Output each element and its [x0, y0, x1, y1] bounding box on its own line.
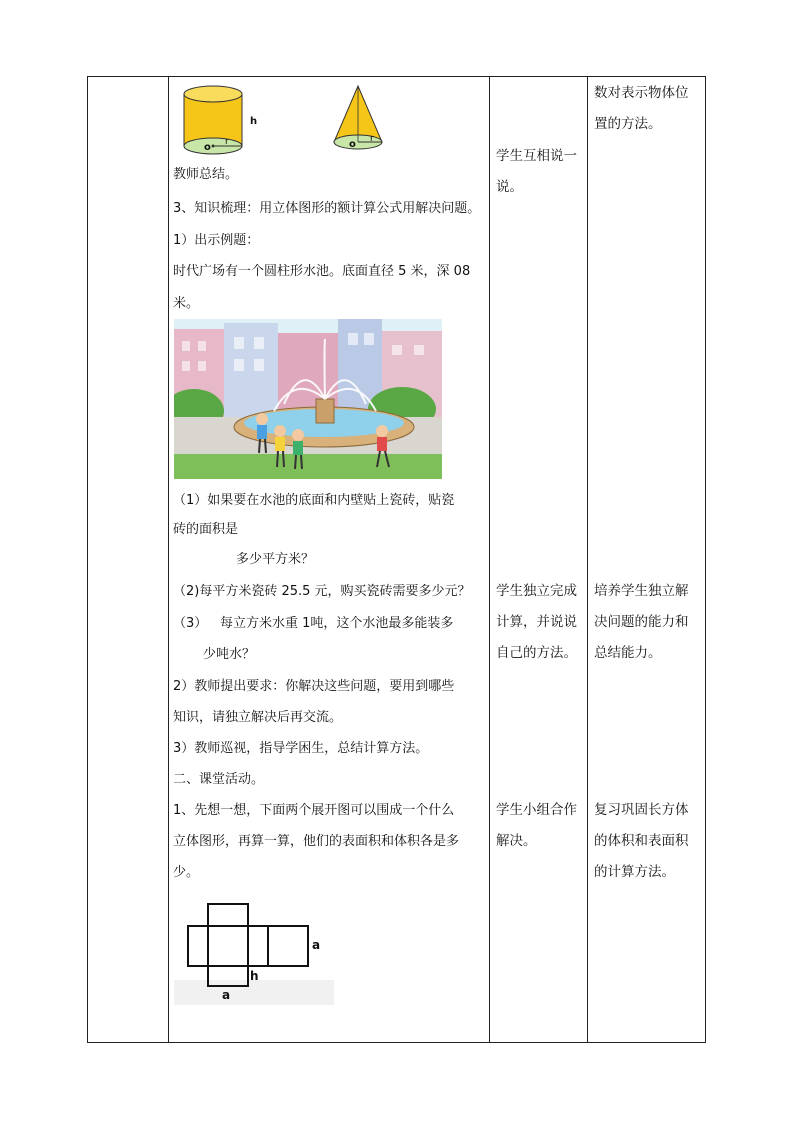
intent-text: 的计算方法。 — [594, 864, 675, 880]
cone-r-label: r — [370, 134, 374, 144]
cylinder-h-label: h — [250, 116, 258, 127]
text-line: 砖的面积是 — [173, 522, 239, 537]
student-text: 计算，并说说 — [496, 614, 577, 630]
cube-net-figure — [174, 900, 334, 1005]
cone-o-label: o — [349, 139, 356, 150]
text-line: 立体图形，再算一算，他们的表面积和体积各是多 — [173, 834, 460, 849]
text-line: 知识，请独立解决后再交流。 — [173, 710, 343, 725]
cylinder-r-label: r — [225, 137, 229, 147]
text-line: 时代广场有一个圆柱形水池。底面直径 5 米，深 08 — [173, 264, 471, 279]
student-text: 自己的方法。 — [496, 645, 577, 661]
text-line: 每立方米水重 1吨，这个水池最多能装多 — [220, 616, 454, 631]
column-divider — [587, 77, 588, 1042]
text-line: 2）教师提出要求：你解决这些问题，要用到哪些 — [173, 679, 455, 694]
text-line: （2)每平方米瓷砖 25.5 元，购买瓷砖需要多少元？ — [173, 584, 471, 599]
intent-text: 决问题的能力和 — [594, 614, 689, 630]
intent-text: 的体积和表面积 — [594, 833, 689, 849]
text-line: 米。 — [173, 296, 200, 311]
intent-text: 培养学生独立解 — [594, 583, 689, 599]
text-line: 少吨水？ — [203, 647, 256, 662]
fountain-illustration — [174, 319, 442, 479]
student-text: 学生独立完成 — [496, 583, 577, 599]
intent-text: 置的方法。 — [594, 116, 662, 132]
text-line: 二、课堂活动。 — [173, 772, 265, 787]
student-text: 说。 — [496, 179, 523, 195]
student-text: 解决。 — [496, 833, 537, 849]
cylinder-o-label: o — [204, 142, 211, 153]
text-line: 多少平方米？ — [236, 552, 315, 567]
text-line: 3）教师巡视，指导学困生，总结计算方法。 — [173, 741, 429, 756]
text-line: 1）出示例题： — [173, 233, 260, 248]
intent-text: 复习巩固长方体 — [594, 802, 689, 818]
student-text: 学生互相说一 — [496, 148, 577, 164]
cone-figure — [330, 84, 390, 154]
text-line: （1）如果要在水池的底面和内壁贴上瓷砖，贴瓷 — [173, 493, 455, 508]
intent-text: 总结能力。 — [594, 645, 662, 661]
text-line: （3） — [173, 616, 208, 631]
text-line: 教师总结。 — [173, 167, 239, 182]
column-divider — [168, 77, 169, 1042]
text-line: 1、先想一想，下面两个展开图可以围成一个什么 — [173, 803, 455, 818]
text-line: 少。 — [173, 865, 200, 880]
net-a-label: a — [312, 938, 321, 952]
net-a-bottom-label: a — [222, 988, 231, 1002]
net-h-label: h — [250, 969, 259, 983]
student-text: 学生小组合作 — [496, 802, 577, 818]
text-line: 3、知识梳理：用立体图形的额计算公式用解决问题。 — [173, 201, 481, 216]
lesson-table — [87, 76, 706, 1043]
column-divider — [489, 77, 490, 1042]
intent-text: 数对表示物体位 — [594, 85, 689, 101]
cylinder-figure — [180, 84, 270, 156]
